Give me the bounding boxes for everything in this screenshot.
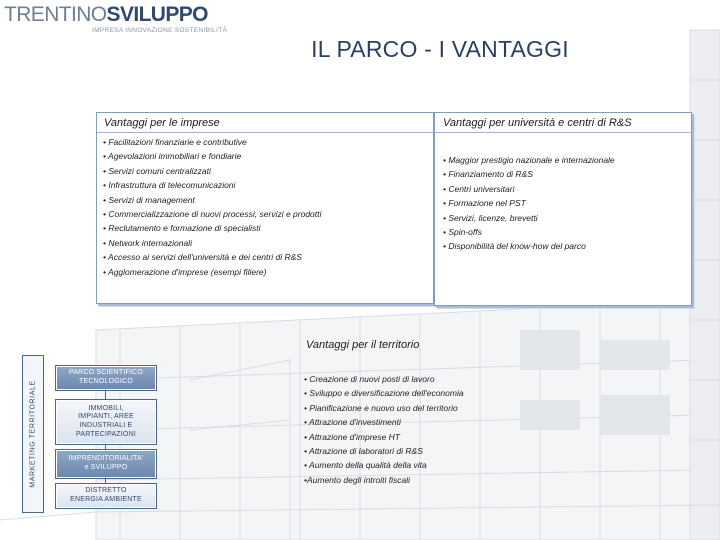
- universita-title: Vantaggi per università e centri di R&S: [435, 113, 691, 133]
- list-item: • Aumento della qualità della vita: [304, 460, 427, 471]
- territorio-title: Vantaggi per il territorio: [306, 339, 420, 351]
- imprese-title: Vantaggi per le imprese: [97, 113, 433, 133]
- list-item: • Agglomerazione d'imprese (esempi filiere): [103, 266, 267, 277]
- diagram-box-immobili: IMMOBILI, IMPIANTI, AREE INDUSTRIALI E PARTECIPAZIONI: [56, 400, 156, 444]
- list-item: • Pianificazione e nuovo uso del territorio: [304, 402, 458, 413]
- structure-diagram: [50, 362, 190, 512]
- list-item: • Maggior prestigio nazionale e internazionale: [443, 155, 615, 165]
- company-logo: [4, 4, 227, 34]
- list-item: • Network internazionali: [103, 237, 192, 248]
- list-item: • Reclutamento e formazione di specialisti: [103, 223, 261, 234]
- list-item: •Aumento degli introiti fiscali: [304, 474, 410, 485]
- diagram-connector: [105, 390, 106, 400]
- list-item: • Infrastruttura di telecomunicazioni: [103, 180, 236, 191]
- list-item: • Spin-offs: [443, 227, 482, 238]
- list-item: • Finanziamento di R&S: [443, 169, 533, 180]
- list-item: • Commercializzazione di nuovi processi, servizi e prodotti: [103, 209, 322, 220]
- list-item: • Servizi di management: [103, 194, 195, 205]
- logo-text-trentino: TRENTINO: [4, 3, 107, 26]
- list-item: • Attrazione d'imprese HT: [304, 431, 400, 442]
- list-item: • Facilitazioni finanziarie e contributive: [103, 137, 247, 147]
- diagram-box-distretto: DISTRETTO ENERGIA AMBIENTE: [56, 484, 156, 508]
- list-item: • Creazione di nuovi posti di lavoro: [304, 374, 435, 384]
- diagram-box-parco: PARCO SCIENTIFICO TECNOLOGICO: [56, 366, 156, 390]
- list-item: • Centri universitari: [443, 183, 515, 194]
- list-item: • Attrazione di laboratori di R&S: [304, 446, 423, 457]
- list-item: • Agevolazioni immobiliari e fondiarie: [103, 151, 242, 162]
- list-item: • Attrazione d'investimenti: [304, 417, 401, 428]
- logo-text-sviluppo: SVILUPPO: [106, 3, 208, 26]
- list-item: • Disponibilità del know-how del parco: [443, 241, 586, 252]
- imprese-list: [97, 133, 433, 279]
- marketing-territoriale-label: [22, 355, 44, 513]
- list-item: • Accesso ai servizi dell'università e dei centri di R&S: [103, 252, 302, 263]
- diagram-box-imprenditorialita: IMPRENDITORIALITA' e SVILUPPO: [56, 450, 156, 478]
- universita-list: [435, 133, 691, 254]
- list-item: • Sviluppo e diversificazione dell'economia: [304, 388, 464, 399]
- territorio-list: [304, 372, 464, 487]
- imprese-advantages-box: [96, 112, 434, 304]
- list-item: • Formazione nel PST: [443, 198, 526, 209]
- universita-advantages-box: [434, 112, 692, 306]
- list-item: • Servizi comuni centralizzati: [103, 165, 211, 176]
- list-item: • Servizi, licenze, brevetti: [443, 212, 538, 223]
- sidebar-label-text: MARKETING TERRITORIALE: [29, 380, 37, 488]
- logo-tagline: IMPRESA INNOVAZIONE SOSTENIBILITÀ: [92, 27, 228, 34]
- slide-title: IL PARCO - I VANTAGGI: [311, 36, 569, 62]
